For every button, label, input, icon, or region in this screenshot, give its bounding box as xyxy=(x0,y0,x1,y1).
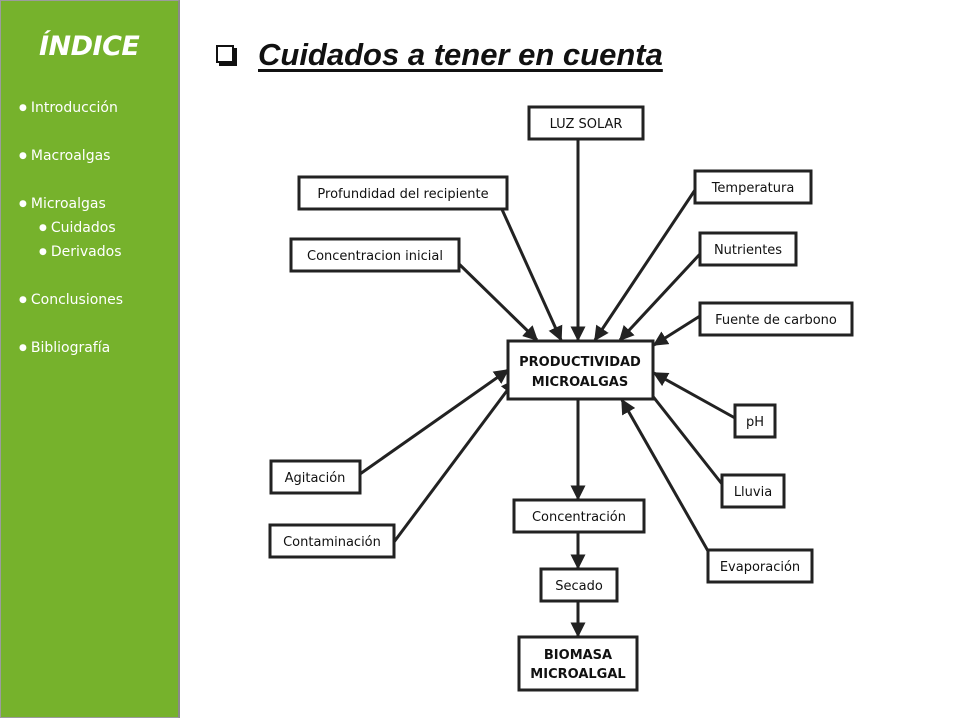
node-label: Fuente de carbono xyxy=(715,313,837,328)
edge-contaminacion xyxy=(394,380,515,542)
node-ph xyxy=(735,405,775,437)
node-label: Nutrientes xyxy=(713,243,783,258)
node-label: LUZ SOLAR xyxy=(549,117,623,132)
edge-profundidad xyxy=(500,205,561,340)
node-label: Profundidad del recipiente xyxy=(317,187,489,202)
nav-item-label: Conclusiones xyxy=(30,292,124,308)
node-evaporacion xyxy=(708,550,812,582)
nav-item-label: Derivados xyxy=(50,244,122,260)
sidebar-title: ÍNDICE xyxy=(39,31,140,62)
bullet-icon: ● xyxy=(19,151,27,161)
node-contaminacion xyxy=(270,525,394,557)
node-luz-solar xyxy=(529,107,643,139)
node-label: Agitación xyxy=(284,471,346,486)
node-secado xyxy=(541,569,617,601)
page-title: Cuidados a tener en cuenta xyxy=(258,37,663,72)
node-fuente-carbono xyxy=(700,303,852,335)
nav-item-label: Bibliografía xyxy=(30,340,111,356)
bullet-icon: ● xyxy=(39,223,47,233)
node-label: Contaminación xyxy=(283,535,381,550)
node-productividad xyxy=(508,341,653,399)
edge-temperatura xyxy=(595,190,695,340)
bullet-icon: ● xyxy=(19,199,27,209)
bullet-icon: ● xyxy=(39,247,47,257)
node-label: pH xyxy=(745,415,765,430)
nav-item-label: Microalgas xyxy=(30,196,106,212)
nav-item-label: Macroalgas xyxy=(30,148,111,164)
node-concentracion-inicial xyxy=(291,239,459,271)
nav-item-label: Introducción xyxy=(30,100,118,116)
node-label: Evaporación xyxy=(719,560,801,575)
bullet-icon: ● xyxy=(19,103,27,113)
bullet-icon: ● xyxy=(19,295,27,305)
edge-concentracion-inicial xyxy=(458,263,537,340)
node-profundidad xyxy=(299,177,507,209)
node-label: MICROALGAL xyxy=(530,667,626,682)
node-label: Secado xyxy=(555,579,603,594)
node-nutrientes xyxy=(700,233,796,265)
edge-agitacion xyxy=(360,370,508,474)
bullet-icon: ● xyxy=(19,343,27,353)
node-concentracion xyxy=(514,500,644,532)
edge-nutrientes xyxy=(620,254,700,340)
node-biomasa xyxy=(519,637,637,690)
node-lluvia xyxy=(722,475,784,507)
node-label: BIOMASA xyxy=(543,648,613,663)
node-temperatura xyxy=(695,171,811,203)
node-label: Concentracion inicial xyxy=(307,249,443,264)
node-agitacion xyxy=(271,461,360,493)
node-label: Lluvia xyxy=(733,485,773,500)
nav-item-label: Cuidados xyxy=(50,220,116,236)
edge-fuente-carbono xyxy=(654,316,700,345)
node-label: Concentración xyxy=(531,510,627,525)
node-label: PRODUCTIVIDAD xyxy=(519,355,641,370)
node-label: Temperatura xyxy=(711,181,795,196)
node-label: MICROALGAS xyxy=(531,375,629,390)
